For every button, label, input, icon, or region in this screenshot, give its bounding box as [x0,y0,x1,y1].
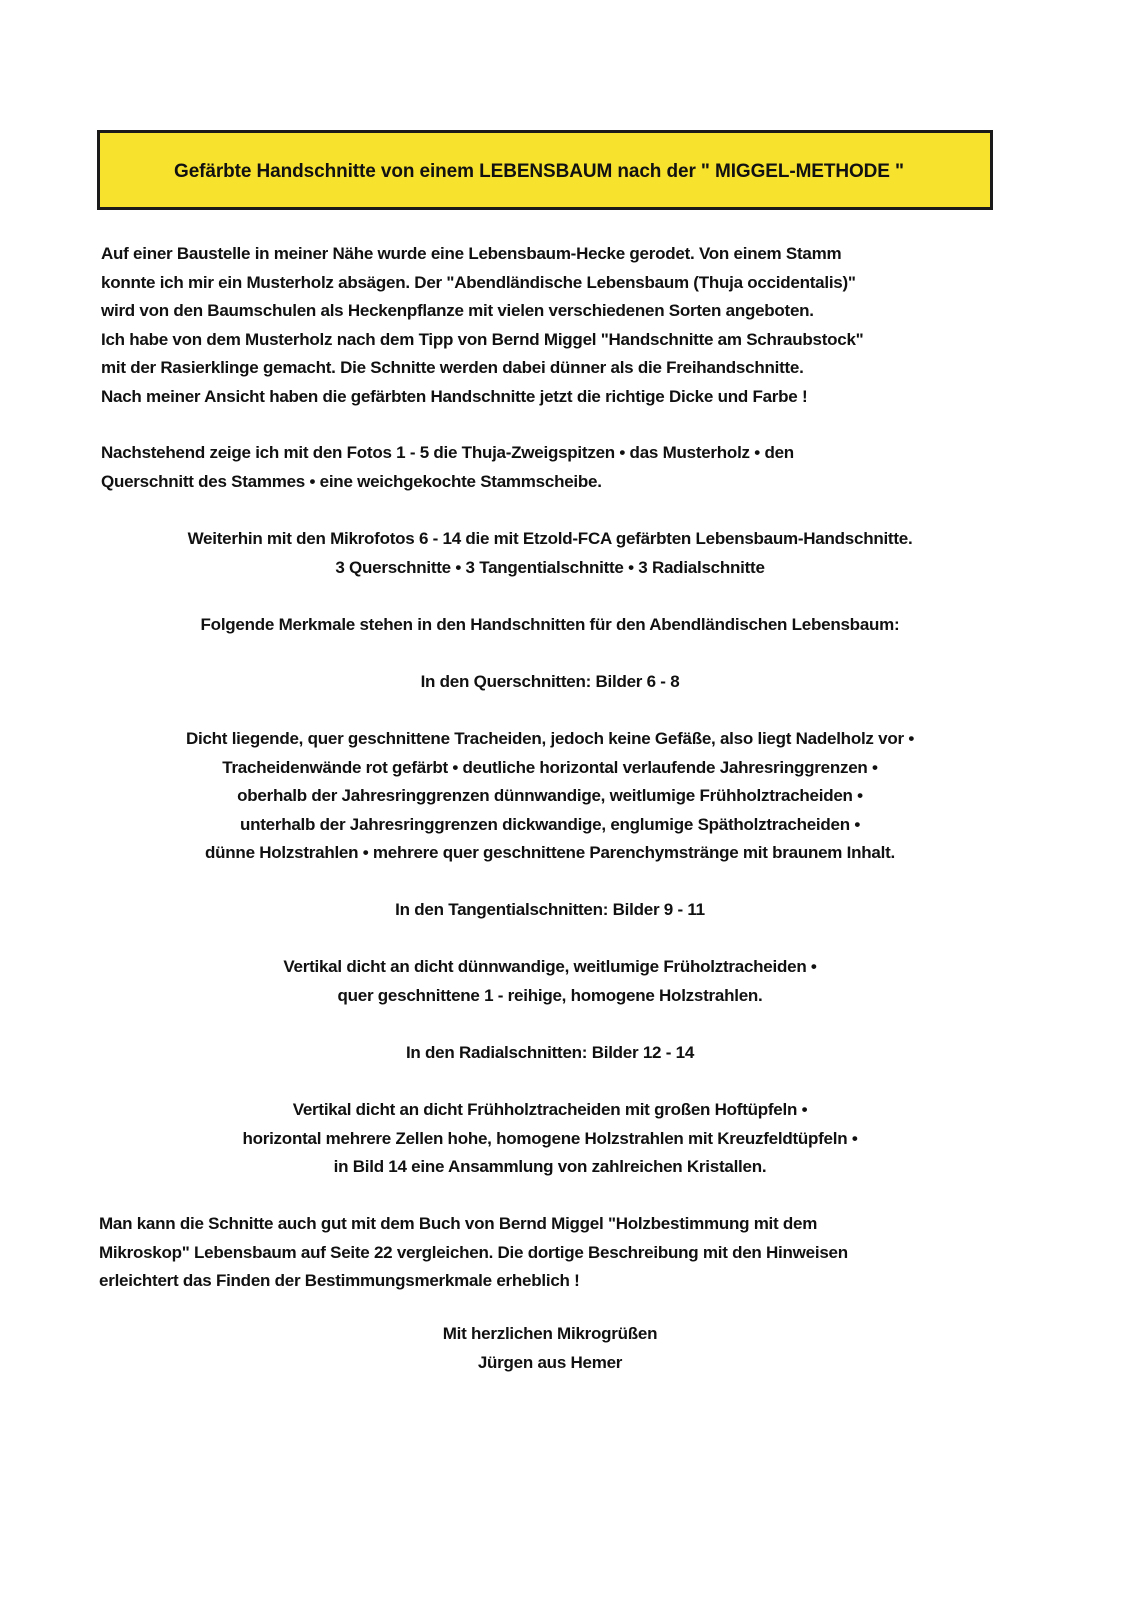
micro-paragraph [95,525,1005,582]
photos-line: Querschnitt des Stammes • eine weichgekochte Stammscheibe. [101,471,602,491]
tangential-heading-text: In den Tangentialschnitten: Bilder 9 - 11 [395,900,705,919]
closing [95,1320,1005,1377]
cross-line: dünne Holzstrahlen • mehrere quer geschnittene Parenchymstränge mit braunem Inhalt. [205,843,895,862]
cross-section-heading [95,668,1005,697]
features-intro-text: Folgende Merkmale stehen in den Handschnitten für den Abendländischen Lebensbaum: [200,615,900,634]
intro-paragraph [101,240,1001,411]
tangential-heading [95,896,1005,925]
photos-paragraph [101,439,1001,496]
tangential-line: Vertikal dicht an dicht dünnwandige, weitlumige Früholztracheiden • [283,957,817,976]
intro-line: mit der Rasierklinge gemacht. Die Schnitte werden dabei dünner als die Freihandschnitte. [101,358,804,377]
micro-line: 3 Querschnitte • 3 Tangentialschnitte • 3 Radialschnitte [335,557,765,577]
cross-section-features [95,725,1005,868]
closing-signature: Jürgen aus Hemer [477,1352,623,1372]
cross-line: Tracheidenwände rot gefärbt • deutliche horizontal verlaufende Jahresringgrenzen • [222,757,878,777]
book-line: Mikroskop" Lebensbaum auf Seite 22 vergleichen. Die dortige Beschreibung mit den Hinweisen [99,1242,848,1262]
book-line: Man kann die Schnitte auch gut mit dem Buch von Bernd Miggel "Holzbestimmung mit dem [99,1214,818,1233]
micro-line: Weiterhin mit den Mikrofotos 6 - 14 die mit Etzold-FCA gefärbten Lebensbaum-Handschnitte. [187,529,913,548]
radial-line: horizontal mehrere Zellen hohe, homogene Holzstrahlen mit Kreuzfeldtüpfeln • [242,1128,858,1148]
cross-line: Dicht liegende, quer geschnittene Tracheiden, jedoch keine Gefäße, also liegt Nadelholz vor • [185,729,915,748]
intro-line: wird von den Baumschulen als Heckenpflanze mit vielen verschiedenen Sorten angeboten. [101,301,814,320]
cross-heading-text: In den Querschnitten: Bilder 6 - 8 [420,672,680,691]
closing-greeting: Mit herzlichen Mikrogrüßen [442,1324,658,1343]
document-title: Gefärbte Handschnitte von einem LEBENSBAUM nach der " MIGGEL-METHODE " [174,161,904,182]
book-paragraph [99,1210,999,1296]
intro-line: Nach meiner Ansicht haben die gefärbten Handschnitte jetzt die richtige Dicke und Farbe ! [101,386,808,406]
title-box [97,130,993,210]
radial-line: Vertikal dicht an dicht Frühholztracheiden mit großen Hoftüpfeln • [292,1100,808,1119]
radial-line: in Bild 14 eine Ansammlung von zahlreichen Kristallen. [333,1157,767,1176]
radial-heading-text: In den Radialschnitten: Bilder 12 - 14 [405,1043,695,1062]
intro-line: Ich habe von dem Musterholz nach dem Tipp von Bernd Miggel "Handschnitte am Schraubstock" [101,329,864,349]
features-intro [95,611,1005,640]
tangential-features [95,953,1005,1010]
tangential-line: quer geschnittene 1 - reihige, homogene Holzstrahlen. [337,985,763,1005]
photos-line: Nachstehend zeige ich mit den Fotos 1 - 5 die Thuja-Zweigspitzen • das Musterholz • den [101,443,794,462]
intro-line: Auf einer Baustelle in meiner Nähe wurde eine Lebensbaum-Hecke gerodet. Von einem Stamm [101,244,842,263]
radial-features [95,1096,1005,1182]
book-line: erleichtert das Finden der Bestimmungsmerkmale erheblich ! [99,1271,580,1290]
intro-line: konnte ich mir ein Musterholz absägen. Der "Abendländische Lebensbaum (Thuja occidentalis)" [101,272,856,292]
cross-line: oberhalb der Jahresringgrenzen dünnwandige, weitlumige Frühholztracheiden • [237,786,863,805]
cross-line: unterhalb der Jahresringgrenzen dickwandige, englumige Spätholztracheiden • [239,814,861,834]
radial-heading [95,1039,1005,1068]
